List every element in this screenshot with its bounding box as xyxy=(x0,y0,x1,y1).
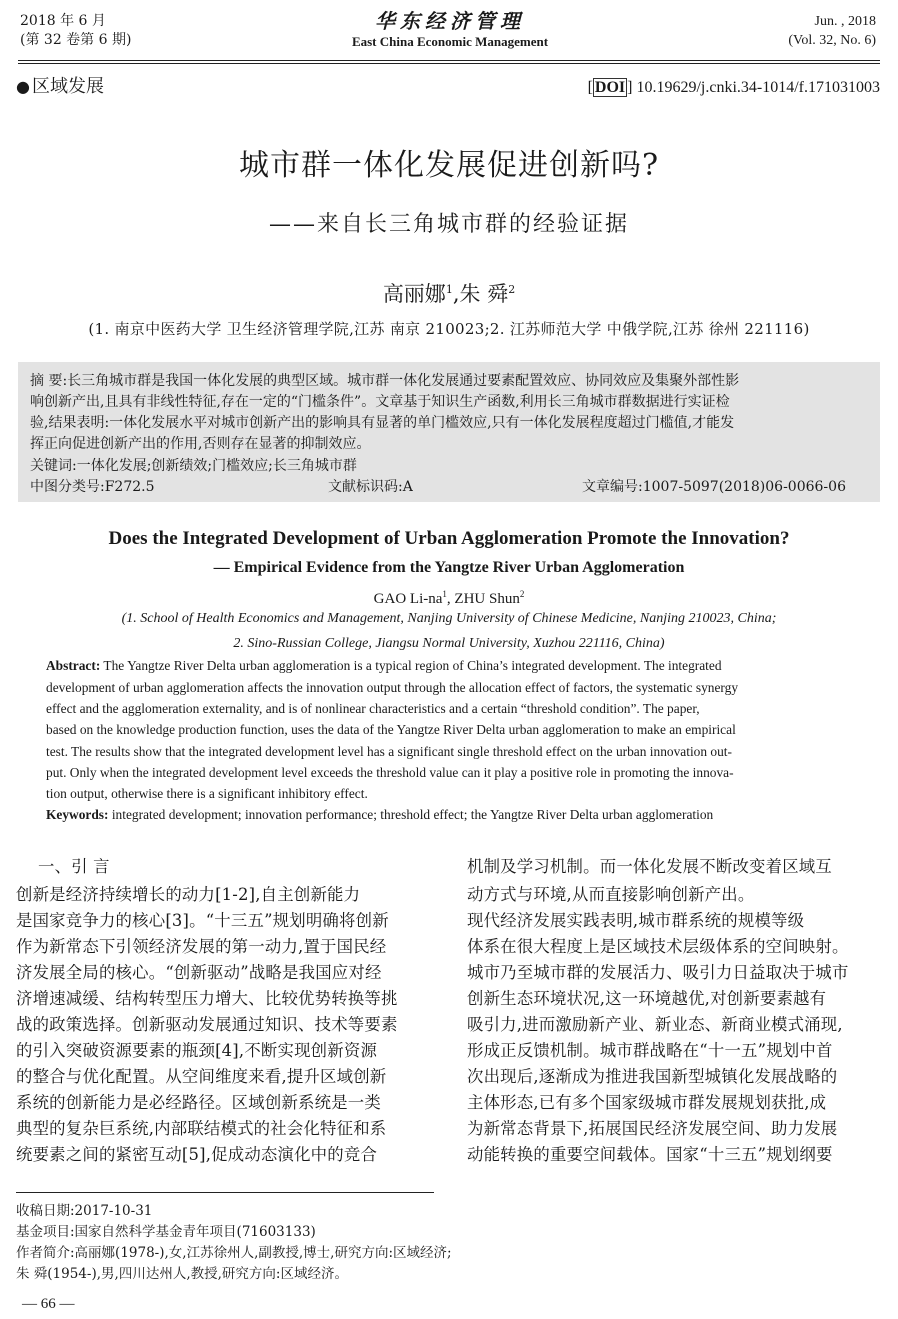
footnote-received-date: 收稿日期:2017-10-31 xyxy=(16,1203,153,1219)
body-line: 次出现后,逐渐成为推进我国新型城镇化发展战略的 xyxy=(467,1067,838,1086)
journal-name-cn: 华东经济管理 xyxy=(375,9,525,33)
header-rule xyxy=(18,63,880,64)
footnote-rule xyxy=(16,1192,434,1193)
body-line: 创新生态环境状况,这一环境越优,对创新要素越有 xyxy=(467,989,827,1008)
abstract-en-line: tion output, otherwise there is a significant inhibitory effect. xyxy=(46,786,368,801)
header-issue-en xyxy=(788,12,876,50)
body-line: 城市乃至城市群的发展活力、吸引力日益取决于城市 xyxy=(467,963,849,982)
section-tag xyxy=(16,76,104,98)
abstract-cn-line: 挥正向促进创新产出的作用,否则存在显著的抑制效应。 xyxy=(30,436,371,452)
author-1-en: GAO Li-na xyxy=(373,591,443,607)
subtitle-cn: ——来自长三角城市群的经验证据 xyxy=(268,212,629,237)
title-en: Does the Integrated Development of Urban Agglomeration Promote the Innovation? xyxy=(108,528,790,549)
document-code: 文献标识码:A xyxy=(328,479,413,495)
header-volume-en: (Vol. 32, No. 6) xyxy=(788,33,876,48)
title-cn: 城市群一体化发展促进创新吗? xyxy=(238,148,660,183)
doi-value: 10.19629/j.cnki.34-1014/f.171031003 xyxy=(636,79,880,96)
body-line: 为新常态背景下,拓展国民经济发展空间、助力发展 xyxy=(467,1119,838,1138)
subtitle-en: — Empirical Evidence from the Yangtze River Urban Agglomeration xyxy=(213,559,685,576)
classification-number: 中图分类号:F272.5 xyxy=(30,479,155,495)
body-line: 吸引力,进而激励新产业、新业态、新商业模式涌现, xyxy=(467,1015,843,1034)
keywords-en: Keywords: integrated development; innovation performance; threshold effect; the Yangtze River Delta urban agglomeration xyxy=(46,807,714,822)
body-line: 动方式与环境,从而直接影响创新产出。 xyxy=(467,885,755,904)
body-line: 现代经济发展实践表明,城市群系统的规模等级 xyxy=(467,911,805,930)
abstract-en-line: based on the knowledge production function, uses the data of the Yangtze River Delta urban agglomeration to make an empirical xyxy=(46,722,736,737)
header-volume-cn: (第 32 卷第 6 期) xyxy=(20,32,132,48)
body-line: 战的政策选择。创新驱动发展通过知识、技术等要素 xyxy=(16,1015,398,1034)
author-separator: , xyxy=(452,282,460,306)
abstract-en-label: Abstract: xyxy=(46,658,101,673)
body-line: 是国家竞争力的核心[3]。“十三五”规划明确将创新 xyxy=(16,911,389,930)
body-line: 作为新常态下引领经济发展的第一动力,置于国民经 xyxy=(16,937,387,956)
keywords-cn: 关键词:一体化发展;创新绩效;门槛效应;长三角城市群 xyxy=(30,458,357,474)
doi: [ DOI ] 10.19629/j.cnki.34-1014/f.171031003 xyxy=(587,79,880,96)
page-number: — 66 — xyxy=(22,1296,75,1312)
body-line: 形成正反馈机制。城市群战略在“十一五”规划中首 xyxy=(467,1041,833,1060)
body-line: 主体形态,已有多个国家级城市群发展规划获批,成 xyxy=(467,1093,827,1112)
header-rule xyxy=(18,60,880,61)
footnote-funding: 基金项目:国家自然科学基金青年项目(71603133) xyxy=(16,1224,316,1240)
author-1-cn: 高丽娜 xyxy=(382,282,446,306)
journal-name-en: East China Economic Management xyxy=(351,34,549,49)
body-line: 的整合与优化配置。从空间维度来看,提升区域创新 xyxy=(16,1067,387,1086)
header-date-cn: 2018 年 6 月 xyxy=(20,13,106,29)
abstract-en-line: test. The results show that the integrated development level has a significant single threshold effect on the urban innovation out- xyxy=(46,744,732,759)
keywords-en-label: Keywords: xyxy=(46,807,109,822)
abstract-cn-line: 验,结果表明:一体化发展水平对城市创新产出的影响具有显著的单门槛效应,只有一体化发展程度超过门槛值,才能发 xyxy=(30,415,735,431)
author-2-en: ZHU Shun xyxy=(454,591,520,607)
bullet-icon: ● xyxy=(16,77,30,96)
journal-masthead xyxy=(300,8,600,50)
author-2-mark: 2 xyxy=(508,283,516,296)
body-line: 典型的复杂巨系统,内部联结模式的社会化特征和系 xyxy=(16,1119,387,1138)
body-line: 统要素之间的紧密互动[5],促成动态演化中的竞合 xyxy=(16,1145,378,1164)
header-issue-cn xyxy=(20,12,131,50)
article-number: 文章编号:1007-5097(2018)06-0066-06 xyxy=(582,479,846,495)
abstract-en-line: development of urban agglomeration affects the innovation output through the allocation effect of factors, the systematic synergy xyxy=(46,680,739,695)
abstract-cn-line: 摘 要:长三角城市群是我国一体化发展的典型区域。城市群一体化发展通过要素配置效应、协同效应及集聚外部性影 xyxy=(30,373,740,389)
body-line: 济发展全局的核心。“创新驱动”战略是我国应对经 xyxy=(16,963,382,982)
affiliation-en: (1. School of Health Economics and Management, Nanjing University of Chinese Medicine, Nanjing 210023, China; xyxy=(121,611,777,626)
authors-cn xyxy=(0,276,898,308)
abstract-en-line: put. Only when the integrated development level exceeds the threshold value can it play a positive role in promoting the innova- xyxy=(46,765,734,780)
abstract-cn-line: 响创新产出,且具有非线性特征,存在一定的“门槛条件”。文章基于知识生产函数,利用长三角城市群数据进行实证检 xyxy=(30,394,730,410)
author-1-mark: 1 xyxy=(445,283,453,296)
abstract-en-line: effect and the agglomeration externality, and is of nonlinear characteristics and a certain “threshold condition”. The paper, xyxy=(46,701,700,716)
footnote-author-bio: 作者简介:高丽娜(1978-),女,江苏徐州人,副教授,博士,研究方向:区域经济; xyxy=(16,1245,452,1261)
affiliation-en: 2. Sino-Russian College, Jiangsu Normal University, Xuzhou 221116, China) xyxy=(233,636,665,651)
author-1-mark: 1 xyxy=(442,589,447,599)
body-line: 体系在很大程度上是区域技术层级体系的空间映射。 xyxy=(467,937,849,956)
body-line: 创新是经济持续增长的动力[1-2],自主创新能力 xyxy=(16,885,361,904)
author-2-cn: 朱 舜 xyxy=(459,282,509,306)
body-line: 的引入突破资源要素的瓶颈[4],不断实现创新资源 xyxy=(16,1041,378,1060)
body-line: 济增速减缓、结构转型压力增大、比较优势转换等挑 xyxy=(16,989,398,1008)
affiliation-cn: (1. 南京中医药大学 卫生经济管理学院,江苏 南京 210023;2. 江苏师范大学 中俄学院,江苏 徐州 221116) xyxy=(88,320,810,338)
body-line: 动能转换的重要空间载体。国家“十三五”规划纲要 xyxy=(467,1145,833,1164)
body-line: 机制及学习机制。而一体化发展不断改变着区域互 xyxy=(467,857,832,876)
section-tag-label: 区域发展 xyxy=(31,76,104,97)
body-line: 系统的创新能力是必经路径。区域创新系统是一类 xyxy=(16,1093,381,1112)
author-separator: , xyxy=(446,591,451,607)
section-heading: 一、引 言 xyxy=(38,857,110,876)
abstract-en-line: Abstract: The Yangtze River Delta urban agglomeration is a typical region of China’s integrated development. The integrated xyxy=(46,658,722,673)
authors-en xyxy=(0,583,898,610)
header-date-en: Jun. , 2018 xyxy=(814,14,876,29)
author-2-mark: 2 xyxy=(519,589,525,599)
footnote-author-bio: 朱 舜(1954-),男,四川达州人,教授,研究方向:区域经济。 xyxy=(16,1266,348,1282)
doi-label: DOI xyxy=(594,79,626,96)
